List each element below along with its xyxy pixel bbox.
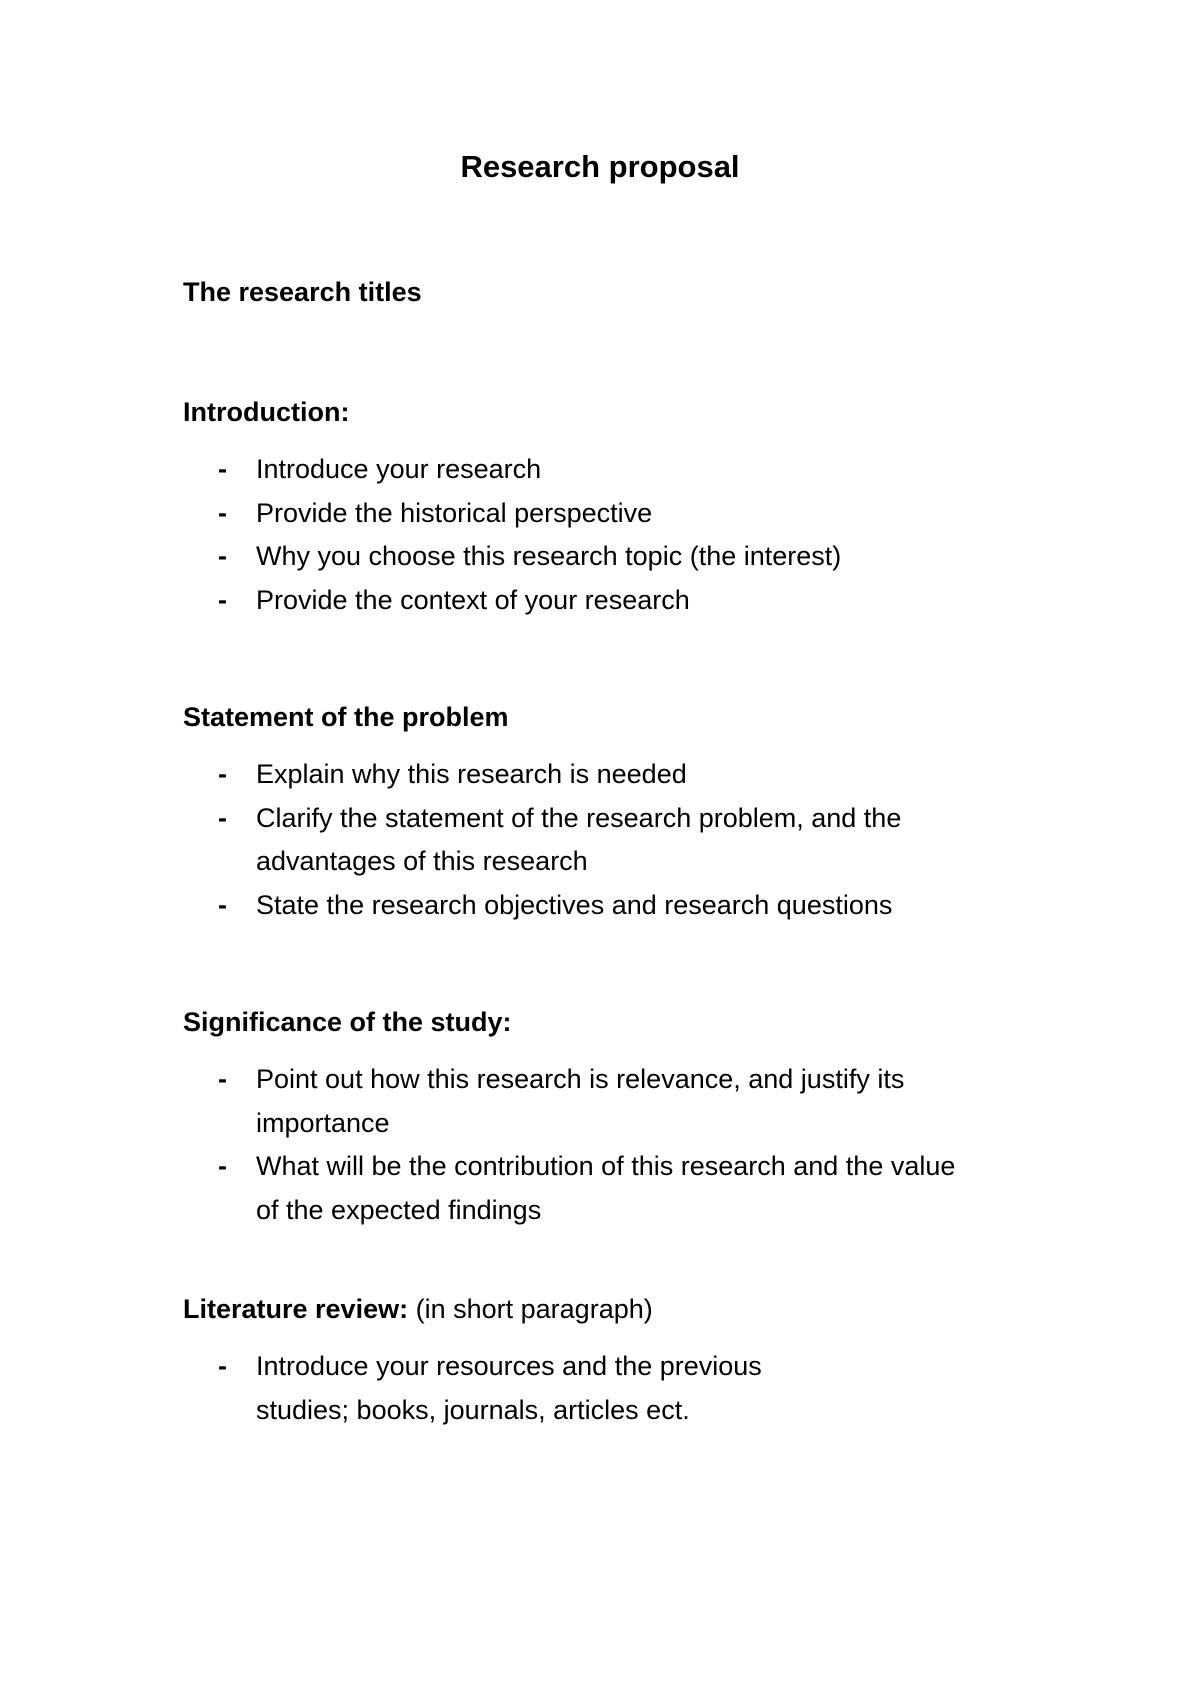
list-item-text: Introduce your resources and the previous studies; books, journals, articles ect.	[256, 1351, 762, 1425]
section-heading-research-titles	[183, 275, 422, 309]
list-item-text: Provide the historical perspective	[256, 497, 653, 528]
section-heading-label: Introduction:	[183, 397, 350, 427]
list-item	[218, 1345, 856, 1432]
section-heading-label: The research titles	[183, 277, 422, 307]
bullet-marker: -	[218, 759, 227, 789]
bullet-marker: -	[218, 497, 227, 528]
list-item	[218, 1058, 971, 1145]
bullet-marker: -	[218, 584, 227, 615]
list-item	[218, 1145, 971, 1232]
list-item	[218, 797, 976, 884]
introduction-bullet-list	[218, 448, 976, 622]
section-heading-note: (in short paragraph)	[415, 1294, 653, 1324]
bullet-marker: -	[218, 454, 227, 484]
bullet-marker: -	[218, 541, 227, 571]
list-item	[218, 535, 976, 579]
bullet-marker: -	[218, 1351, 227, 1381]
significance-bullet-list	[218, 1058, 971, 1232]
list-item-text: Why you choose this research topic (the interest)	[256, 541, 842, 571]
list-item	[218, 448, 976, 492]
section-heading-statement-of-problem	[183, 700, 509, 734]
list-item-text: Provide the context of your research	[256, 584, 690, 615]
section-heading-significance	[183, 1005, 512, 1039]
list-item	[218, 579, 976, 623]
document-title: Research proposal	[460, 149, 740, 184]
literature-bullet-list	[218, 1345, 856, 1432]
section-heading-label: Statement of the problem	[183, 702, 509, 732]
section-heading-label: Significance of the study:	[183, 1007, 512, 1037]
section-heading-introduction	[183, 395, 349, 429]
list-item-text: Introduce your research	[256, 454, 542, 484]
section-heading-literature-review	[183, 1292, 653, 1326]
bullet-marker: -	[218, 889, 227, 920]
statement-bullet-list	[218, 753, 976, 927]
list-item-text: Clarify the statement of the research problem, and the advantages of this research	[256, 802, 902, 876]
bullet-marker: -	[218, 1151, 227, 1181]
list-item-text: State the research objectives and research questions	[256, 889, 893, 920]
list-item-text: Explain why this research is needed	[256, 759, 687, 789]
list-item-text: What will be the contribution of this research and the value of the expected findings	[256, 1151, 956, 1225]
bullet-marker: -	[218, 1064, 227, 1094]
bullet-marker: -	[218, 802, 227, 833]
list-item	[218, 492, 976, 536]
list-item	[218, 753, 976, 797]
section-heading-label: Literature review:	[183, 1294, 409, 1324]
list-item-text: Point out how this research is relevance, and justify its importance	[256, 1064, 905, 1138]
list-item	[218, 884, 976, 928]
